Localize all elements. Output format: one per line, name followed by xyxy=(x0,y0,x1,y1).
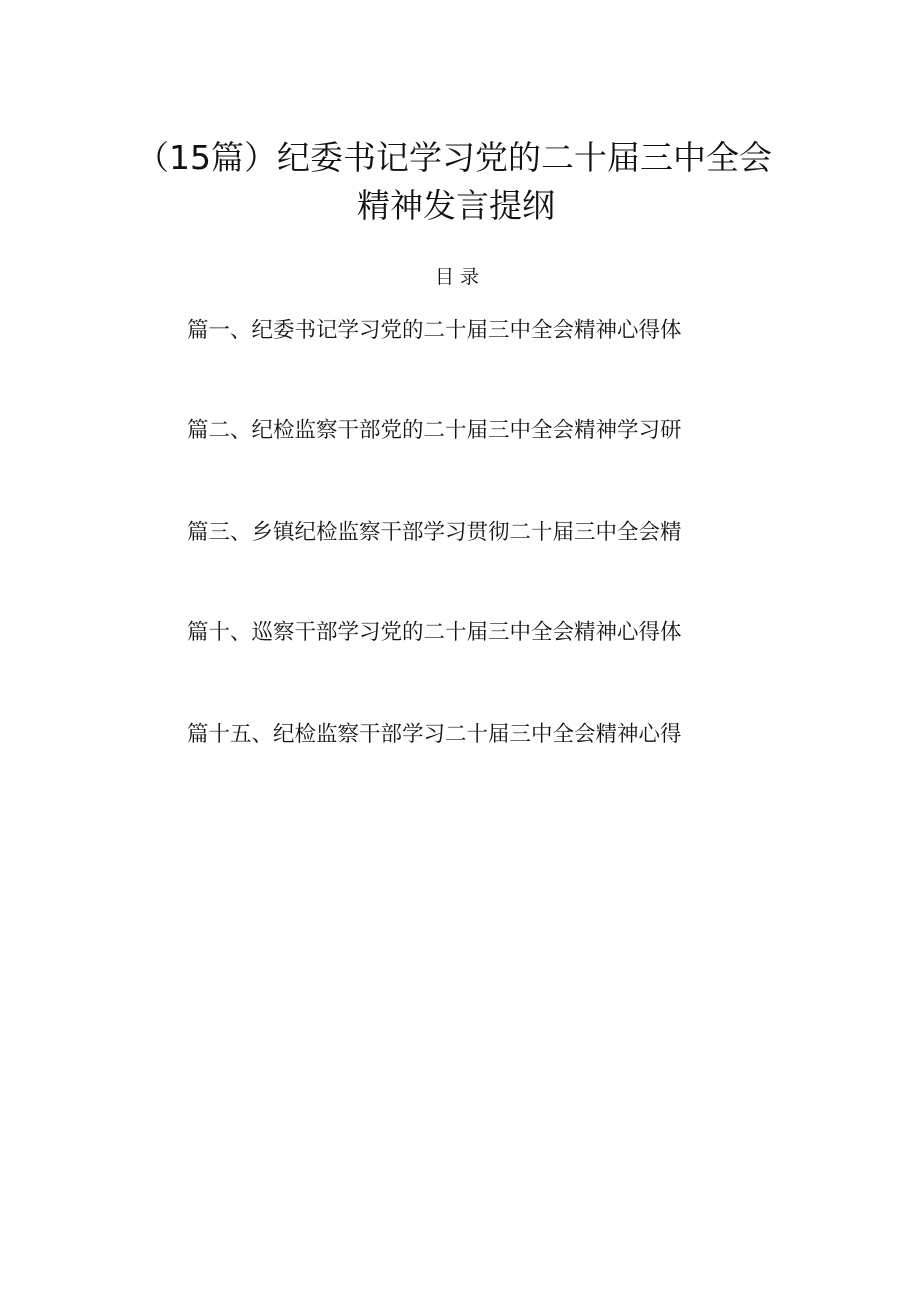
toc-item-3[interactable]: 篇三、乡镇纪检监察干部学习贯彻二十届三中全会精 xyxy=(187,520,682,545)
document-title-line-1: （15篇）纪委书记学习党的二十届三中全会 xyxy=(136,138,772,177)
toc-item-5[interactable]: 篇十五、纪检监察干部学习二十届三中全会精神心得 xyxy=(187,722,682,747)
toc-item-2[interactable]: 篇二、纪检监察干部党的二十届三中全会精神学习研 xyxy=(187,418,682,443)
document-title-line-2: 精神发言提纲 xyxy=(357,186,555,225)
table-of-contents-heading: 目录 xyxy=(434,266,485,288)
table-of-contents-list xyxy=(187,316,747,820)
toc-item-1[interactable]: 篇一、纪委书记学习党的二十届三中全会精神心得体 xyxy=(187,318,682,343)
toc-item-4[interactable]: 篇十、巡察干部学习党的二十届三中全会精神心得体 xyxy=(187,620,682,645)
